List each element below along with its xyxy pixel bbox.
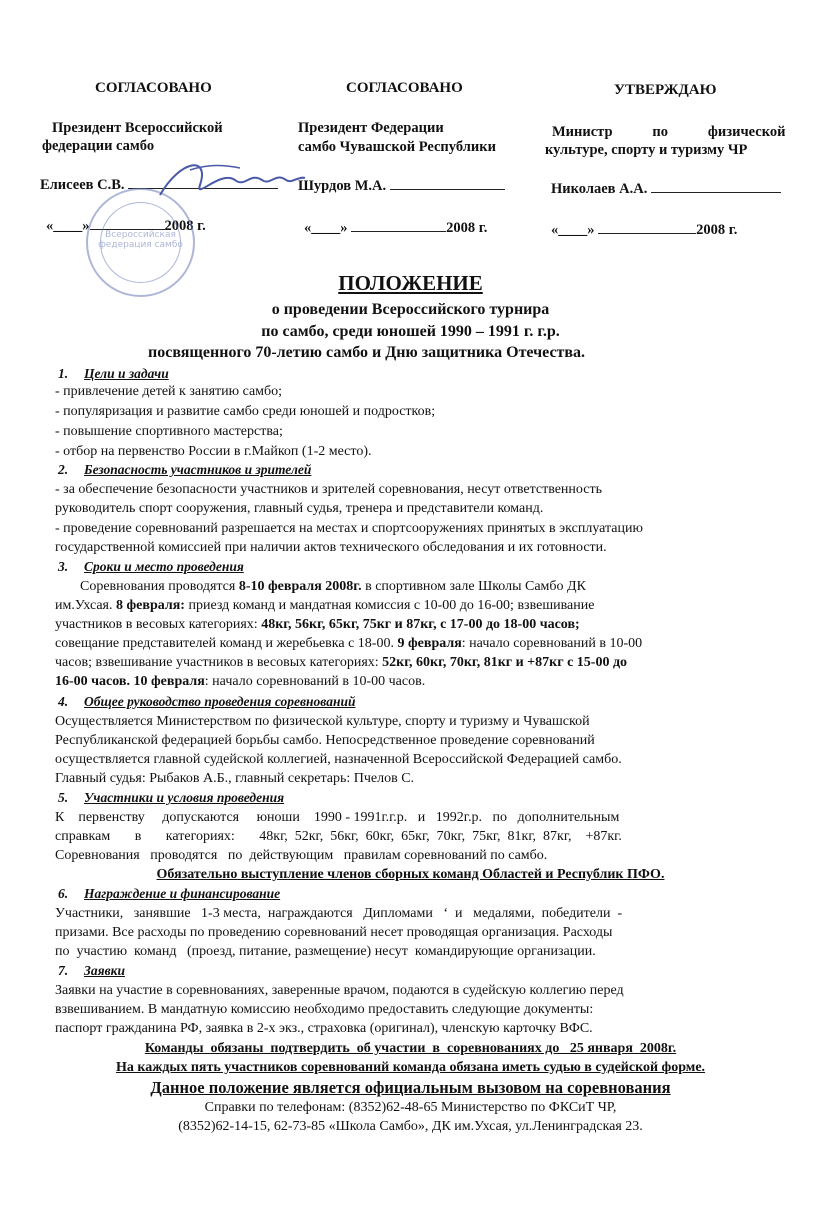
approver-1-role-1: Президент Всероссийской bbox=[52, 120, 223, 136]
section-5-line: Соревнования проводятся по действующим правилам соревнований по самбо. bbox=[55, 848, 548, 863]
section-6-line: призами. Все расходы по проведению соревнований несет проводящая организация. Расходы bbox=[55, 925, 613, 940]
section-3-line: часов; взвешивание участников в весовых категориях: 52кг, 60кг, 70кг, 81кг и +87кг с 15-00 до bbox=[55, 655, 628, 670]
approver-3-date: «____» 2008 г. bbox=[551, 222, 738, 238]
approver-3-role-1: Министр по физической bbox=[552, 124, 786, 140]
section-5-line: К первенству допускаются юноши 1990 - 1991г.г.р. и 1992г.р. по дополнительным bbox=[55, 810, 620, 825]
section-1-item: - привлечение детей к занятию самбо; bbox=[55, 384, 283, 399]
approver-2-role-1: Президент Федерации bbox=[298, 120, 444, 136]
section-2-line: - проведение соревнований разрешается на местах и спортсооружениях принятых в эксплуатацию bbox=[55, 521, 643, 536]
document-subtitle-1: о проведении Всероссийского турнира bbox=[271, 301, 550, 318]
approver-3-signer: Николаев А.А. bbox=[551, 181, 781, 198]
approver-1-role-2: федерации самбо bbox=[42, 138, 155, 154]
section-1-item: - отбор на первенство России в г.Майкоп (1-2 место). bbox=[55, 444, 372, 459]
document-title: ПОЛОЖЕНИЕ bbox=[338, 271, 483, 295]
round-seal-icon: Всероссийская федерация самбо bbox=[86, 188, 195, 297]
section-1-heading: 1. Цели и задачи bbox=[58, 366, 169, 381]
section-7-line: взвешиванием. В мандатную комиссию необходимо предоставить следующие документы: bbox=[55, 1002, 594, 1017]
section-1-item: - повышение спортивного мастерства; bbox=[55, 424, 283, 439]
section-3-line: 16-00 часов. 10 февраля: начало соревнований в 10-00 часов. bbox=[55, 674, 426, 689]
section-6-heading: 6. Награждение и финансирование bbox=[58, 886, 281, 901]
section-6-line: по участию команд (проезд, питание, размещение) несут командирующие организации. bbox=[55, 944, 596, 959]
section-4-heading: 4. Общее руководство проведения соревнований bbox=[58, 694, 356, 709]
section-3-heading: 3. Сроки и место проведения bbox=[58, 559, 244, 574]
section-6-line: Участники, занявшие 1-3 места, награждаются Дипломами ‘ и медалями, победители - bbox=[55, 906, 623, 921]
judge-requirement: На каждых пять участников соревнований команда обязана иметь судью в судейской форме. bbox=[115, 1060, 706, 1075]
section-3-line: им.Ухсая. 8 февраля: приезд команд и мандатная комиссия с 10-00 до 16-00; взвешивание bbox=[55, 598, 595, 613]
contact-phones-2: (8352)62-14-15, 62-73-85 «Школа Самбо», ДК им.Ухсая, ул.Ленинградская 23. bbox=[178, 1119, 643, 1134]
section-4-line: осуществляется главной судейской коллегией, назначенной Всероссийской Федерацией самбо. bbox=[55, 752, 622, 767]
section-4-line: Осуществляется Министерством по физической культуре, спорту и туризму и Чувашской bbox=[55, 714, 590, 729]
approval-header-3: УТВЕРЖДАЮ bbox=[614, 82, 717, 98]
approver-2-signer: Шурдов М.А. bbox=[298, 178, 505, 195]
section-3-line: совещание представителей команд и жеребьевка с 18-00. 9 февраля: начало соревнований в 10-00 bbox=[55, 636, 643, 651]
section-5-note: Обязательно выступление членов сборных команд Областей и Республик ПФО. bbox=[156, 867, 665, 882]
section-2-line: - за обеспечение безопасности участников и зрителей соревнования, несут ответственность bbox=[55, 482, 602, 497]
contact-phones-1: Справки по телефонам: (8352)62-48-65 Министерство по ФКСиТ ЧР, bbox=[204, 1100, 617, 1115]
section-7-line: паспорт гражданина РФ, заявка в 2-х экз., страховка (оригинал), членскую карточку ВФС. bbox=[55, 1021, 593, 1036]
approval-header-1: СОГЛАСОВАНО bbox=[95, 80, 212, 96]
section-7-line: Заявки на участие в соревнованиях, заверенные врачом, подаются в судейскую коллегию перед bbox=[55, 983, 624, 998]
section-3-line: участников в весовых категориях: 48кг, 56кг, 65кг, 75кг и 87кг, с 17-00 до 18-00 часов; bbox=[55, 617, 580, 632]
section-2-line: государственной комиссией при наличии актов технического обследования и их готовности. bbox=[55, 540, 607, 555]
section-7-heading: 7. Заявки bbox=[58, 963, 125, 978]
official-invitation: Данное положение является официальным вызовом на соревнования bbox=[150, 1078, 671, 1097]
approver-2-date: «____» 2008 г. bbox=[304, 220, 488, 236]
section-4-line: Главный судья: Рыбаков А.Б., главный секретарь: Пчелов С. bbox=[55, 771, 415, 786]
handwritten-signature-icon bbox=[150, 150, 310, 210]
document-subtitle-2: по самбо, среди юношей 1990 – 1991 г. г.р. bbox=[261, 323, 560, 340]
section-5-line: справкам в категориях: 48кг, 52кг, 56кг, 60кг, 65кг, 70кг, 75кг, 81кг, 87кг, +87кг. bbox=[55, 829, 622, 844]
section-5-heading: 5. Участники и условия проведения bbox=[58, 790, 285, 805]
confirmation-deadline: Команды обязаны подтвердить об участии в соревнованиях до 25 января 2008г. bbox=[144, 1041, 677, 1056]
approver-2-role-2: самбо Чувашской Республики bbox=[298, 139, 496, 155]
section-2-line: руководитель спорт сооружения, главный судья, тренера и представители команд. bbox=[55, 501, 544, 516]
approver-3-role-2: культуре, спорту и туризму ЧР bbox=[545, 142, 748, 158]
approver-1-signer: Елисеев С.В. bbox=[40, 177, 278, 194]
section-4-line: Республиканской федерацией борьбы самбо. Непосредственное проведение соревнований bbox=[55, 733, 595, 748]
section-2-heading: 2. Безопасность участников и зрителей bbox=[58, 462, 312, 477]
approval-header-2: СОГЛАСОВАНО bbox=[346, 80, 463, 96]
approver-1-date: «____» 2008 г. bbox=[46, 218, 206, 234]
section-3-line: Соревнования проводятся 8-10 февраля 2008г. в спортивном зале Школы Самбо ДК bbox=[80, 579, 586, 594]
document-subtitle-3: посвященного 70-летию самбо и Дню защитника Отечества. bbox=[148, 344, 586, 361]
section-1-item: - популяризация и развитие самбо среди юношей и подростков; bbox=[55, 404, 436, 419]
